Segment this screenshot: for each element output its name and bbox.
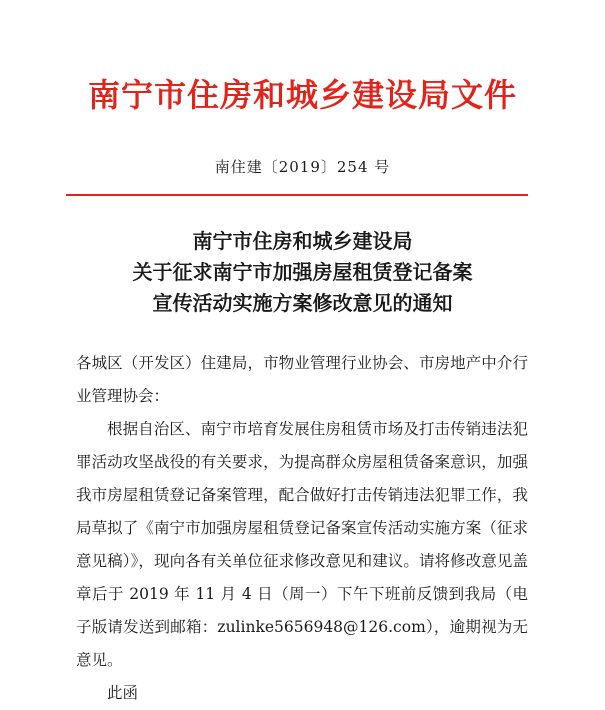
notice-title-line: 关于征求南宁市加强房屋租赁登记备案 [132,260,473,284]
notice-title-line: 宣传活动实施方案修改意见的通知 [152,291,453,315]
notice-title-line: 南宁市住房和城乡建设局 [192,229,413,253]
notice-body [76,347,528,710]
red-divider-line [66,194,528,196]
document-number: 南住建〔2019〕254 号 [214,158,391,176]
notice-title [0,226,605,319]
body-paragraph: 根据自治区、南宁市培育发展住房租赁市场及打击传销违法犯罪活动攻坚战役的有关要求，为提高群众房屋租赁备案意识，加强我市房屋租赁登记备案管理，配合做好打击传销违法犯罪工作，我局草拟了《南宁市加强房屋租赁登记备案宣传活动实施方案（征求意见稿）》，现向各有关单位征求修改意见和建议。请将修改意见盖章后于 2019 年 11 月 4 日（周一）下午下班前反馈到我局（电子版请发送到邮箱：zulinke5656948@126.com），逾期视为无意见。 [76,420,528,669]
salutation: 各城区（开发区）住建局，市物业管理行业协会、市房地产中介行业管理协会： [76,354,528,405]
closing-text: 此函 [107,684,139,702]
document-header-title: 南宁市住房和城乡建设局文件 [87,76,517,114]
